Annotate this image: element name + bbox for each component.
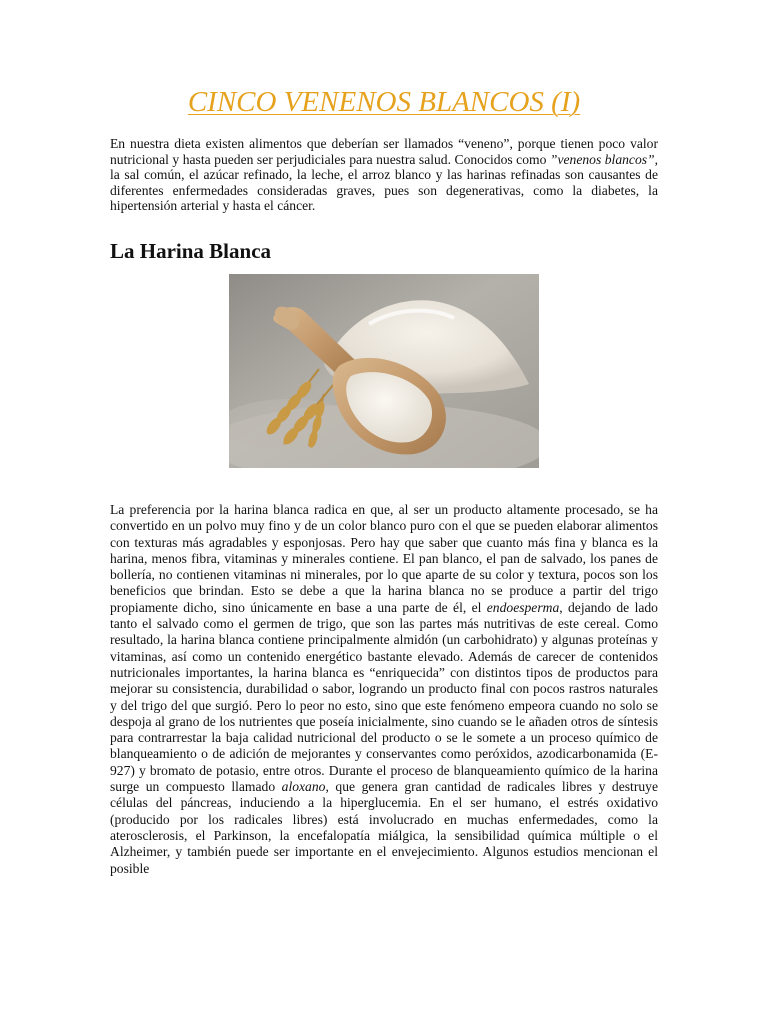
body-emphasis-aloxano: aloxano: [281, 779, 326, 795]
body-text-part-2: , dejando de lado tanto el salvado como el germen de trigo, que son las partes más nutritivas de este cereal. Como resultado, la harina blanca contiene principalmente almidón (un carbohidrato) y algunas proteínas y vitaminas, así como un contenido energético bastante elevado. Además de carecer de contenidos nutricionales importantes, la harina blanca es “enriquecida” con distintos tipos de productos para mejorar su consistencia, durabilidad o sabor, logrando un producto final con pocos rastros naturales y del trigo del que surgió. Pero lo peor no esto, sino que este fenómeno empeora cuando no solo se despoja al grano de los nutrientes que poseía inicialmente, sino cuando se le añaden otros de síntesis para contrarrestar la baja calidad nutricional del producto o se le somete a un proceso químico de blanqueamiento o de adición de mejorantes y conservantes como peróxidos, azodicarbonamida (E-927) y bromato de potasio, entre otros. Durante el proceso de blanqueamiento químico de la harina surge un compuesto llamado: [110, 599, 658, 795]
flour-scoop-image: [229, 274, 539, 468]
body-emphasis-endoesperma: endoesperma: [486, 599, 560, 615]
section-heading: La Harina Blanca: [110, 239, 272, 263]
intro-text-start: En nuestra dieta existen alimentos que deberían ser llamados “veneno”, porque tienen poco valor nutricional y hasta pueden ser perjudiciales para nuestra salud. Conocidos como: [110, 136, 658, 167]
body-text-part-3: , que genera gran cantidad de radicales libres y destruye células del páncreas, induciendo a la hiperglucemia. En el ser humano, el estrés oxidativo (producido por los radicales libres) está involucrado en muchas enfermedades, como la aterosclerosis, el Parkinson, la encefalopatía miálgica, la sensibilidad química múltiple o el Alzheimer, y también puede ser importante en el envejecimiento. Algunos estudios mencionan el posible: [110, 779, 658, 876]
intro-text-end: , la sal común, el azúcar refinado, la leche, el arroz blanco y las harinas refinadas son causantes de diferentes enfermedades consideradas graves, pues son degenerativas, como la diabetes, la hipertensión arterial y hasta el cáncer.: [110, 151, 658, 214]
body-text-part-1: La preferencia por la harina blanca radica en que, al ser un producto altamente procesado, se ha convertido en un polvo muy fino y de un color blanco puro con el que se pueden elaborar alimentos con texturas más agradables y esponjosas. Pero hay que saber que cuanto más fina y blanca es la harina, menos fibra, vitaminas y minerales contiene. El pan blanco, el pan de salvado, los panes de bollería, no contienen vitaminas ni minerales, por lo que aparte de su color y textura, pocos son los beneficios que brindan. Esto se debe a que la harina blanca no se produce a partir del trigo propiamente dicho, sino únicamente en base a una parte de él, el: [110, 502, 658, 615]
document-title: CINCO VENENOS BLANCOS (I): [187, 86, 581, 118]
intro-emphasis: ”venenos blancos”: [549, 151, 655, 167]
intro-paragraph: [110, 136, 658, 214]
body-paragraph: [110, 502, 658, 877]
